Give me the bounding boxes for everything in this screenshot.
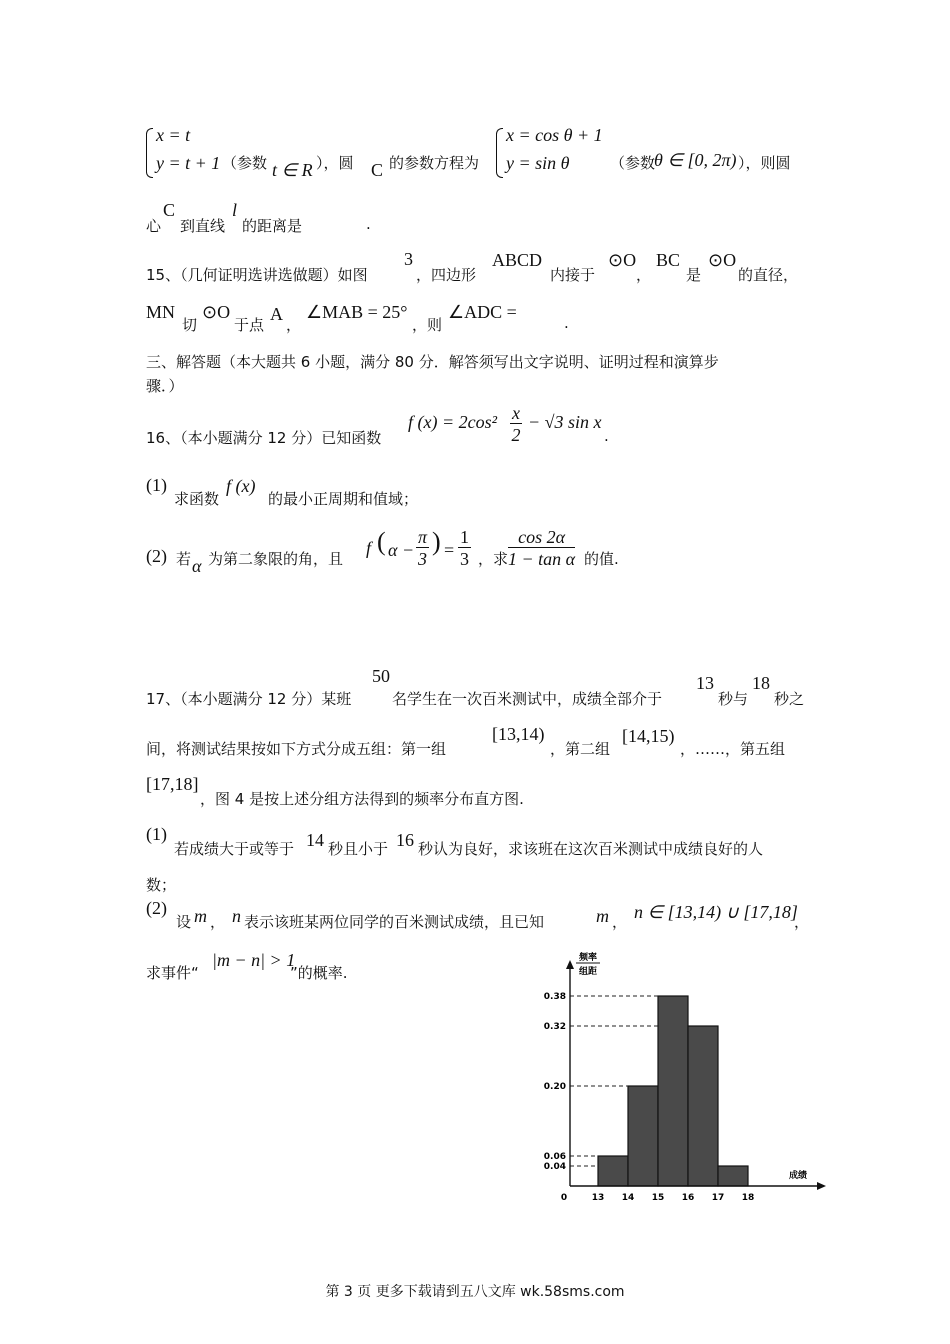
x-axis-label: 成绩 bbox=[788, 1171, 808, 1181]
system1-line1: x = t bbox=[156, 125, 191, 145]
system2-line1: x = cos θ + 1 bbox=[506, 125, 603, 145]
fraction-x-over-2: $\frac{x}{2}$ bbox=[511, 403, 521, 445]
left-brace bbox=[496, 128, 503, 178]
x-tick-label: 14 bbox=[621, 1193, 635, 1203]
x-tick-label: 18 bbox=[741, 1193, 755, 1203]
page-footer: 第 3 页 更多下载请到五八文库 wk.58sms.com bbox=[325, 1284, 625, 1300]
y-tick-label: 0.04 bbox=[543, 1162, 566, 1172]
fraction-cos2a-over-1-tana: $\frac{\cos 2\alpha}{\text{1 − tan α}}$ bbox=[508, 527, 576, 569]
histogram-bar bbox=[598, 1156, 628, 1186]
origin-label: 0 bbox=[560, 1193, 568, 1203]
histogram-bar bbox=[628, 1086, 658, 1186]
y-tick-label: 0.20 bbox=[543, 1082, 566, 1092]
fraction-pi-over-3: $\frac{\pi}{3}$ bbox=[418, 527, 428, 569]
histogram-bar bbox=[658, 996, 688, 1186]
y-axis-arrow bbox=[566, 960, 574, 969]
x-tick-label: 17 bbox=[711, 1193, 725, 1203]
y-tick-label: 0.32 bbox=[543, 1022, 566, 1032]
y-axis-label-top: 频率 bbox=[578, 953, 598, 963]
x-tick-label: 16 bbox=[681, 1193, 695, 1203]
y-tick-label: 0.38 bbox=[543, 992, 566, 1002]
y-tick-label: 0.06 bbox=[543, 1152, 566, 1162]
fraction-1-over-3: $\frac{1}{3}$ bbox=[460, 527, 469, 569]
x-tick-label: 13 bbox=[591, 1193, 605, 1203]
system2-line2: y = sin θ bbox=[506, 153, 570, 173]
x-tick-label: 15 bbox=[651, 1193, 665, 1203]
histogram-bar bbox=[688, 1026, 718, 1186]
frequency-histogram bbox=[540, 950, 830, 1206]
system1-line2: y = t + 1 bbox=[156, 153, 221, 173]
histogram-bar bbox=[718, 1166, 748, 1186]
x-axis-arrow bbox=[817, 1182, 826, 1190]
left-brace bbox=[146, 128, 153, 178]
y-axis-label-bottom: 组距 bbox=[578, 967, 598, 977]
